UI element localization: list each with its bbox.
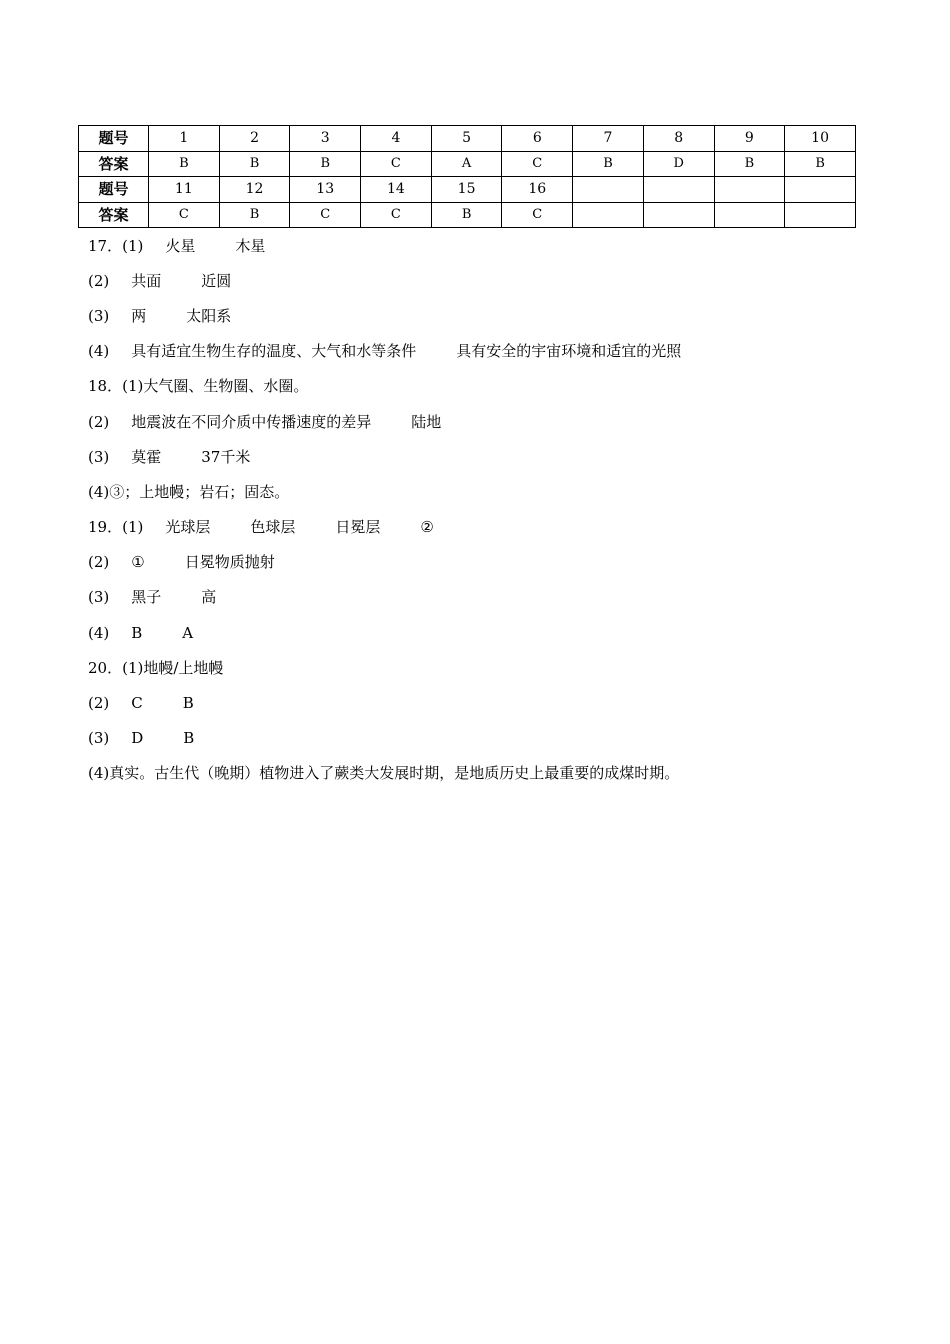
answer-label: (2) bbox=[88, 412, 110, 431]
answer-line bbox=[88, 580, 868, 615]
answer-text: 共面 bbox=[131, 271, 162, 290]
answer-text: 具有适宜生物生存的温度、大气和水等条件 bbox=[131, 342, 417, 361]
answer-label: 20．(1)地幔/上地幔 bbox=[88, 658, 224, 677]
row-header: 答案 bbox=[79, 202, 149, 228]
answer-label: 19．(1) bbox=[88, 518, 144, 537]
answer-text: D bbox=[131, 729, 144, 748]
answer-cell: C bbox=[502, 202, 573, 228]
answer-text: 高 bbox=[201, 588, 217, 607]
answer-text: 木星 bbox=[235, 236, 266, 255]
answer-cell: C bbox=[361, 202, 432, 228]
question-number-cell: 6 bbox=[502, 126, 573, 152]
answer-table bbox=[78, 125, 856, 228]
row-header: 题号 bbox=[79, 177, 149, 203]
answer-text: 火星 bbox=[165, 236, 196, 255]
answer-line bbox=[88, 685, 868, 720]
question-number-cell: 14 bbox=[361, 177, 432, 203]
answer-label: (2) bbox=[88, 553, 110, 572]
answer-cell: B bbox=[785, 151, 856, 177]
answer-line bbox=[88, 615, 868, 650]
question-number-cell: 13 bbox=[290, 177, 361, 203]
question-number-cell: 1 bbox=[149, 126, 220, 152]
answer-text: 37千米 bbox=[201, 447, 251, 466]
answer-cell: B bbox=[219, 151, 290, 177]
question-number-cell: 9 bbox=[714, 126, 785, 152]
answer-line bbox=[88, 721, 868, 756]
answer-line bbox=[88, 334, 868, 369]
answer-cell: C bbox=[290, 202, 361, 228]
answer-text: 日冕物质抛射 bbox=[184, 553, 275, 572]
table-row bbox=[79, 177, 856, 203]
answer-label: 17．(1) bbox=[88, 236, 144, 255]
answer-text: 色球层 bbox=[250, 518, 296, 537]
answer-text: 具有安全的宇宙环境和适宜的光照 bbox=[456, 342, 682, 361]
answer-cell: B bbox=[149, 151, 220, 177]
answer-cell: B bbox=[431, 202, 502, 228]
answer-text: 太阳系 bbox=[186, 306, 232, 325]
answer-text: B bbox=[131, 623, 143, 642]
answer-label: (3) bbox=[88, 306, 110, 325]
answer-label: (4) bbox=[88, 623, 110, 642]
answer-cell: D bbox=[643, 151, 714, 177]
question-number-cell: 3 bbox=[290, 126, 361, 152]
answer-cell: B bbox=[219, 202, 290, 228]
answer-line bbox=[88, 263, 868, 298]
answer-text: 陆地 bbox=[411, 412, 442, 431]
answer-text: 莫霍 bbox=[131, 447, 162, 466]
question-number-cell: 16 bbox=[502, 177, 573, 203]
table-row bbox=[79, 202, 856, 228]
answer-cell: B bbox=[573, 151, 644, 177]
answer-line bbox=[88, 510, 868, 545]
question-number-cell bbox=[714, 177, 785, 203]
answer-cell bbox=[714, 202, 785, 228]
answer-label: 18．(1)大气圈、生物圈、水圈。 bbox=[88, 377, 309, 396]
answer-cell bbox=[643, 202, 714, 228]
answer-label: (3) bbox=[88, 447, 110, 466]
question-number-cell bbox=[643, 177, 714, 203]
answer-line bbox=[88, 650, 868, 685]
answer-label: (4)真实。古生代（晚期）植物进入了蕨类大发展时期，是地质历史上最重要的成煤时期。 bbox=[88, 764, 680, 783]
question-number-cell: 8 bbox=[643, 126, 714, 152]
question-number-cell: 12 bbox=[219, 177, 290, 203]
answer-cell: C bbox=[502, 151, 573, 177]
answer-text: C bbox=[131, 694, 143, 713]
question-number-cell: 15 bbox=[431, 177, 502, 203]
question-number-cell bbox=[785, 177, 856, 203]
question-number-cell: 10 bbox=[785, 126, 856, 152]
answer-text: ② bbox=[420, 518, 434, 537]
question-number-cell: 11 bbox=[149, 177, 220, 203]
answer-label: (4) bbox=[88, 342, 110, 361]
answer-lines bbox=[88, 228, 868, 791]
answer-text: ① bbox=[131, 553, 145, 572]
question-number-cell: 7 bbox=[573, 126, 644, 152]
question-number-cell: 2 bbox=[219, 126, 290, 152]
table-row bbox=[79, 151, 856, 177]
answer-label: (4)③；上地幔；岩石；固态。 bbox=[88, 482, 290, 501]
answer-cell: A bbox=[431, 151, 502, 177]
answer-text: B bbox=[183, 729, 195, 748]
answer-text: 地震波在不同介质中传播速度的差异 bbox=[131, 412, 372, 431]
answer-text: 光球层 bbox=[165, 518, 211, 537]
answer-line bbox=[88, 228, 868, 263]
table-row bbox=[79, 126, 856, 152]
answer-cell: C bbox=[149, 202, 220, 228]
answer-cell: C bbox=[361, 151, 432, 177]
answer-text: B bbox=[182, 694, 194, 713]
answer-line bbox=[88, 439, 868, 474]
answer-line bbox=[88, 545, 868, 580]
answer-text: A bbox=[182, 623, 194, 642]
answer-label: (2) bbox=[88, 694, 110, 713]
answer-text: 两 bbox=[131, 306, 147, 325]
answer-cell: B bbox=[714, 151, 785, 177]
answer-line bbox=[88, 474, 868, 509]
answer-label: (2) bbox=[88, 271, 110, 290]
question-number-cell: 4 bbox=[361, 126, 432, 152]
answer-cell bbox=[573, 202, 644, 228]
question-number-cell bbox=[573, 177, 644, 203]
answer-text: 黑子 bbox=[131, 588, 162, 607]
answer-cell bbox=[785, 202, 856, 228]
answer-cell: B bbox=[290, 151, 361, 177]
answer-line bbox=[88, 404, 868, 439]
row-header: 题号 bbox=[79, 126, 149, 152]
answer-line bbox=[88, 298, 868, 333]
row-header: 答案 bbox=[79, 151, 149, 177]
answer-text: 日冕层 bbox=[335, 518, 381, 537]
question-number-cell: 5 bbox=[431, 126, 502, 152]
answer-label: (3) bbox=[88, 729, 110, 748]
answer-text: 近圆 bbox=[201, 271, 232, 290]
answer-label: (3) bbox=[88, 588, 110, 607]
answer-line bbox=[88, 369, 868, 404]
answer-line bbox=[88, 756, 868, 791]
